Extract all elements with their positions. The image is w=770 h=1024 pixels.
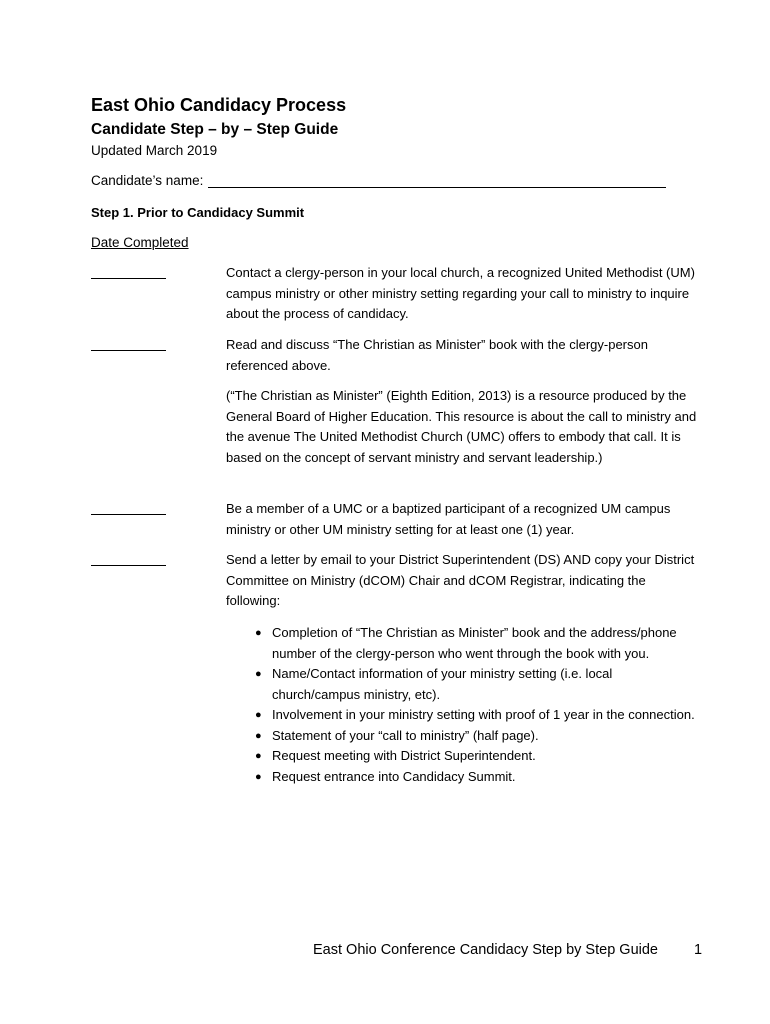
- list-item-text: Involvement in your ministry setting with proof of 1 year in the connection.: [272, 707, 695, 722]
- bullet-icon: ●: [255, 770, 262, 783]
- page-number: 1: [694, 942, 703, 958]
- list-item-text: Request meeting with District Superintendent.: [272, 748, 536, 763]
- bullet-icon: ●: [255, 627, 262, 639]
- bullet-icon: ●: [255, 709, 262, 721]
- list-item-text: Completion of “The Christian as Minister” book and the address/phone number of the clergy-person who went through the book with you.: [272, 625, 677, 661]
- document-subtitle: Candidate Step – by – Step Guide: [91, 121, 339, 138]
- list-item: [226, 664, 701, 705]
- candidate-name-label: Candidate’s name:: [91, 173, 204, 188]
- bullet-icon: ●: [255, 729, 262, 742]
- date-blank-1[interactable]: [91, 278, 166, 279]
- step-item-1: Contact a clergy-person in your local church, a recognized United Methodist (UM) campus ministry or other ministry setting regarding your call to ministry to inquire about the process of candidacy.: [226, 265, 695, 321]
- date-blank-2[interactable]: [91, 350, 166, 351]
- list-item: [226, 767, 701, 788]
- list-item: [226, 623, 701, 664]
- candidate-name-field[interactable]: [208, 187, 666, 188]
- step-item-2: Read and discuss “The Christian as Minister” book with the clergy-person referenced above.: [226, 337, 648, 373]
- step-item-3: Be a member of a UMC or a baptized participant of a recognized UM campus ministry or other UM ministry setting for at least one (1) year.: [226, 501, 671, 537]
- letter-requirements-list: [226, 623, 701, 787]
- updated-date: Updated March 2019: [91, 143, 218, 158]
- bullet-icon: ●: [255, 750, 262, 762]
- list-item: [226, 746, 701, 767]
- list-item: [226, 726, 701, 747]
- list-item: [226, 705, 701, 726]
- page-footer: East Ohio Conference Candidacy Step by Step Guide: [313, 942, 658, 958]
- list-item-text: Name/Contact information of your ministry setting (i.e. local church/campus ministry, etc).: [272, 666, 613, 702]
- date-blank-4[interactable]: [91, 565, 166, 566]
- bullet-icon: ●: [255, 668, 262, 680]
- step-heading: Step 1. Prior to Candidacy Summit: [91, 205, 305, 220]
- step-item-4: Send a letter by email to your District Superintendent (DS) AND copy your District Committee on Ministry (dCOM) Chair and dCOM Registrar, indicating the following:: [226, 552, 695, 608]
- document-title: East Ohio Candidacy Process: [91, 95, 347, 115]
- step-item-note: (“The Christian as Minister” (Eighth Edition, 2013) is a resource produced by the General Board of Higher Education. This resource is about the call to ministry and the avenue The United Methodist Church (UMC) offers to embody that call. It is based on the concept of servant ministry and servant leadership.): [226, 388, 697, 465]
- list-item-text: Request entrance into Candidacy Summit.: [272, 768, 516, 784]
- date-blank-3[interactable]: [91, 514, 166, 515]
- date-completed-label: Date Completed: [91, 235, 189, 250]
- list-item-text: Statement of your “call to ministry” (half page).: [272, 727, 539, 743]
